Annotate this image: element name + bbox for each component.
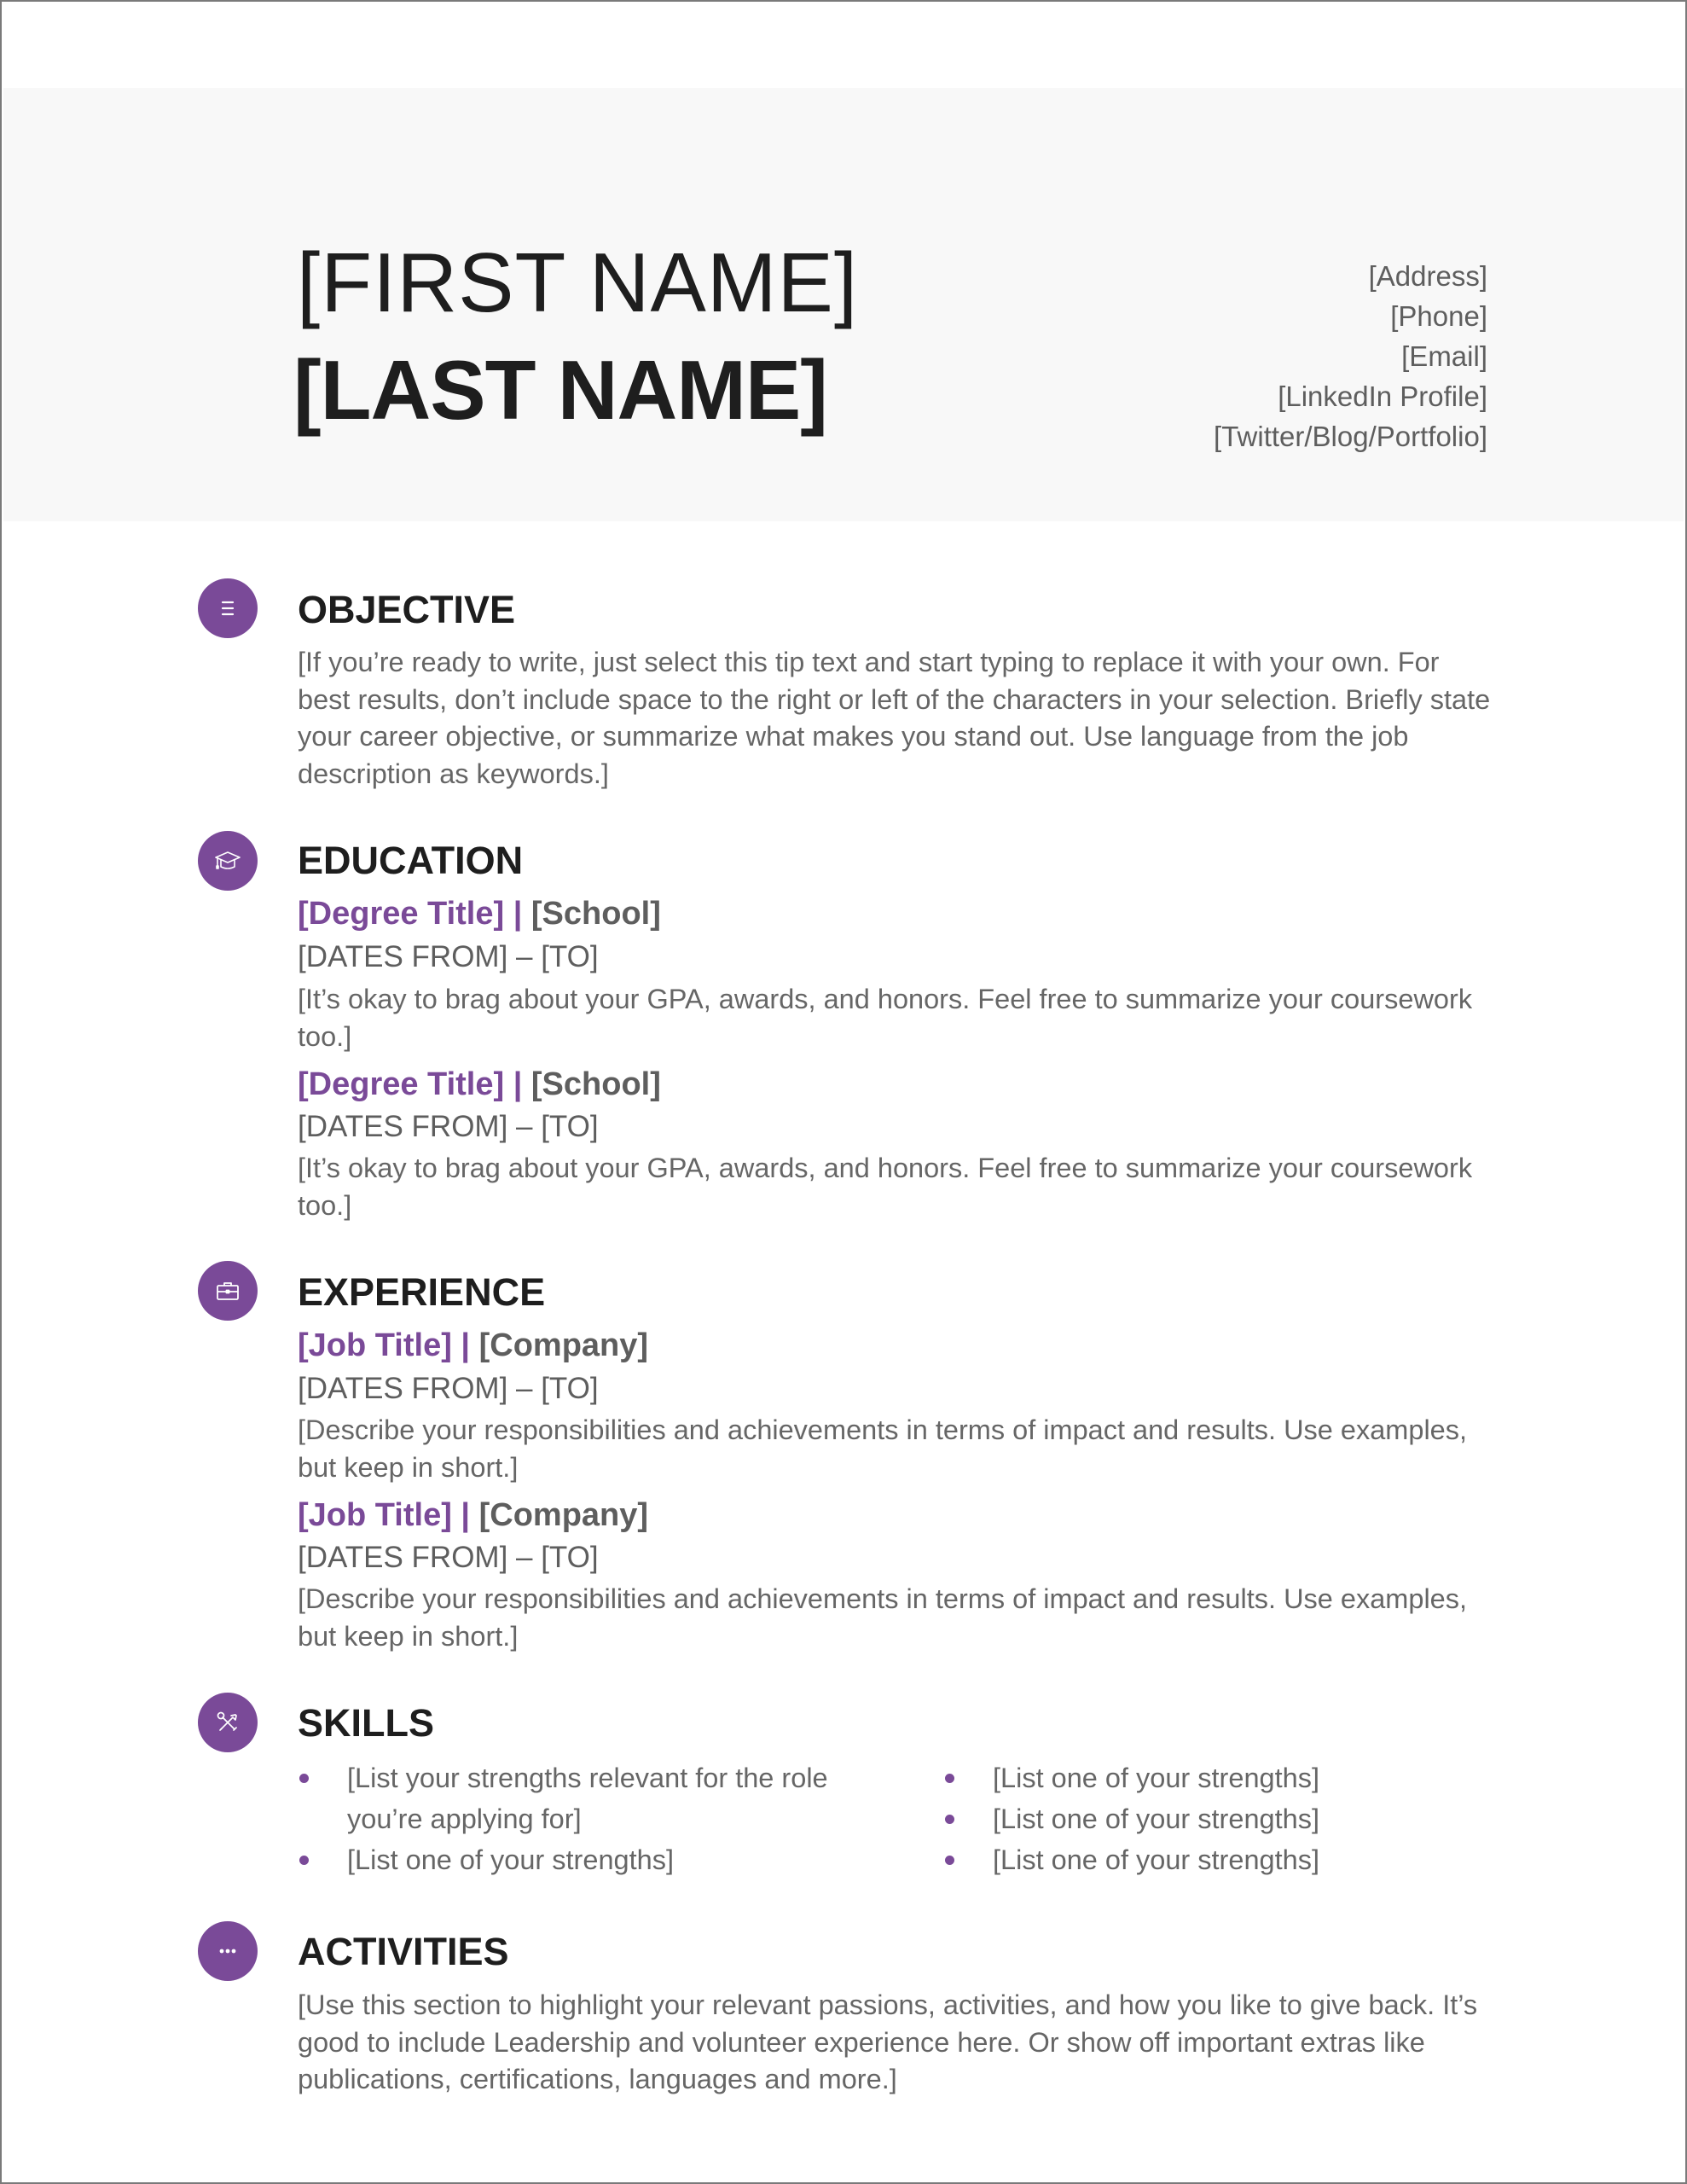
company-name: [Company]	[478, 1497, 649, 1533]
skill-item[interactable]	[943, 1798, 1489, 1839]
activities-title: ACTIVITIES	[298, 1930, 509, 1973]
skill-text: [List one of your strengths]	[993, 1844, 1319, 1875]
briefcase-icon	[198, 1261, 258, 1321]
contact-linkedin[interactable]: [LinkedIn Profile]	[1278, 380, 1487, 412]
skills-title: SKILLS	[298, 1701, 435, 1745]
separator: |	[451, 1497, 479, 1533]
degree-title: [Degree Title]	[298, 1066, 505, 1102]
bullet-icon	[945, 1774, 954, 1783]
skill-text: [List one of your strengths]	[993, 1804, 1319, 1834]
company-name: [Company]	[478, 1327, 649, 1363]
education-description[interactable]: [It’s okay to brag about your GPA, awards, and honors. Feel free to summarize your coursework too.]	[298, 1153, 1473, 1221]
more-dots-icon	[198, 1921, 258, 1981]
experience-dates[interactable]: [DATES FROM] – [TO]	[298, 1372, 599, 1405]
contact-address[interactable]: [Address]	[1368, 260, 1487, 292]
education-entry-title[interactable]	[298, 896, 661, 932]
objective-text[interactable]: [If you’re ready to write, just select this tip text and start typing to replace it with your own. For best results, don’t include space to the right or left of the characters in your selection. Briefly state your career objective, or summarize what makes you stand out. Use language from the job description as keywords.]	[298, 647, 1491, 789]
first-name[interactable]: [FIRST NAME]	[297, 235, 859, 329]
experience-dates[interactable]: [DATES FROM] – [TO]	[298, 1541, 599, 1574]
education-dates[interactable]: [DATES FROM] – [TO]	[298, 1110, 599, 1143]
contact-phone[interactable]: [Phone]	[1390, 300, 1487, 332]
separator: |	[504, 1066, 531, 1102]
list-icon	[198, 578, 258, 638]
tools-icon	[198, 1693, 258, 1752]
education-entry-title[interactable]	[298, 1066, 661, 1103]
skills-list-left	[298, 1757, 878, 1880]
skill-text: [List one of your strengths]	[347, 1844, 674, 1875]
bullet-icon	[945, 1815, 954, 1824]
skill-item[interactable]	[298, 1757, 878, 1839]
bullet-icon	[299, 1774, 309, 1783]
job-title: [Job Title]	[298, 1497, 452, 1533]
activities-text[interactable]: [Use this section to highlight your relevant passions, activities, and how you like to give back. It’s good to include Leadership and volunteer experience here. Or show off important extras like publications, certifications, languages and more.]	[298, 1989, 1478, 2094]
skills-list-right	[943, 1757, 1489, 1880]
experience-description[interactable]: [Describe your responsibilities and achievements in terms of impact and results. Use examples, but keep in short.]	[298, 1583, 1468, 1652]
contact-website[interactable]: [Twitter/Blog/Portfolio]	[1214, 421, 1487, 452]
contact-email[interactable]: [Email]	[1401, 340, 1487, 372]
skill-item[interactable]	[943, 1757, 1489, 1798]
objective-title: OBJECTIVE	[298, 588, 516, 631]
experience-entry-title[interactable]	[298, 1327, 648, 1364]
experience-title: EXPERIENCE	[298, 1270, 546, 1314]
education-title: EDUCATION	[298, 839, 524, 882]
skill-item[interactable]	[298, 1839, 878, 1880]
last-name[interactable]: [LAST NAME]	[293, 343, 827, 437]
separator: |	[504, 896, 531, 932]
skill-text: [List one of your strengths]	[993, 1763, 1319, 1793]
experience-description[interactable]: [Describe your responsibilities and achievements in terms of impact and results. Use examples, but keep in short.]	[298, 1414, 1468, 1483]
bullet-icon	[299, 1856, 309, 1865]
graduation-cap-icon	[198, 831, 258, 891]
contact-info	[1214, 256, 1487, 456]
separator: |	[451, 1327, 479, 1363]
experience-entry-title[interactable]	[298, 1497, 648, 1534]
skill-text: [List your strengths relevant for the role you’re applying for]	[347, 1763, 828, 1834]
school-name: [School]	[530, 896, 661, 932]
education-dates[interactable]: [DATES FROM] – [TO]	[298, 940, 599, 973]
degree-title: [Degree Title]	[298, 896, 505, 932]
skill-item[interactable]	[943, 1839, 1489, 1880]
school-name: [School]	[530, 1066, 661, 1102]
job-title: [Job Title]	[298, 1327, 452, 1363]
education-description[interactable]: [It’s okay to brag about your GPA, awards, and honors. Feel free to summarize your coursework too.]	[298, 984, 1473, 1052]
bullet-icon	[945, 1856, 954, 1865]
